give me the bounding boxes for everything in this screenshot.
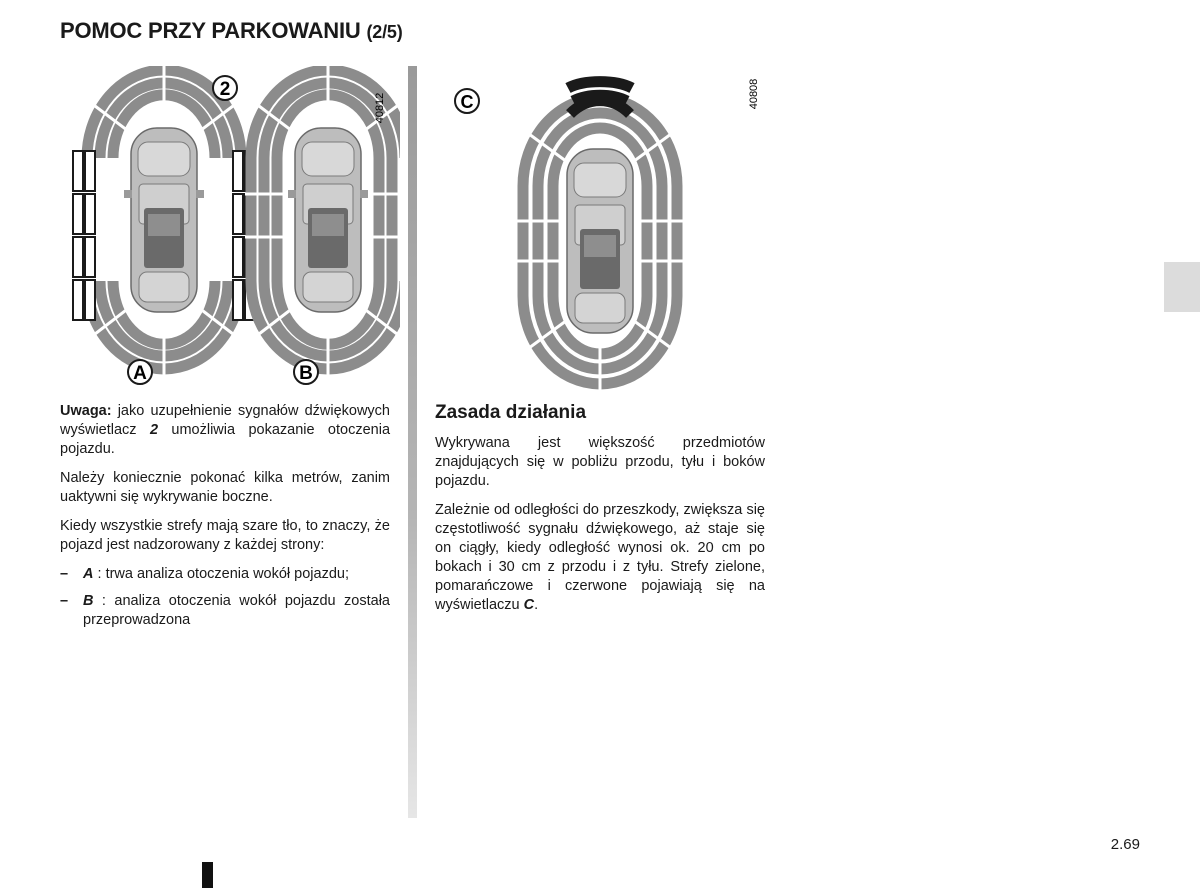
page-title bbox=[60, 18, 403, 44]
list-dash: – bbox=[60, 593, 69, 609]
title-text: POMOC PRZY PARKOWANIU bbox=[60, 18, 361, 43]
list-dash: – bbox=[60, 566, 69, 582]
car-icon-b bbox=[288, 128, 368, 312]
svg-text:C: C bbox=[460, 92, 474, 112]
note-paragraph bbox=[60, 402, 390, 459]
paragraph-detection: Wykrywana jest większość przedmiotów znajdujących się w pobliżu przodu, tyłu i boków pojazdu. bbox=[435, 435, 765, 489]
title-page-ref: (2/5) bbox=[366, 22, 403, 42]
note-label: Uwaga: bbox=[60, 403, 112, 419]
corner-mark bbox=[202, 862, 213, 888]
figure-display-c bbox=[445, 66, 775, 391]
paragraph-gray-zones: Kiedy wszystkie strefy mają szare tło, to znaczy, że pojazd jest nadzorowany z każdej strony: bbox=[60, 518, 390, 553]
page-number: 2.69 bbox=[1110, 836, 1140, 853]
column-divider bbox=[408, 66, 417, 818]
svg-text:A: A bbox=[133, 363, 147, 384]
section-heading: Zasada działania bbox=[435, 402, 587, 423]
car-icon-c bbox=[567, 149, 633, 333]
circle-label-a bbox=[128, 360, 152, 384]
figure-display-a-b bbox=[55, 66, 400, 391]
figure-code-right: 40808 bbox=[748, 78, 760, 110]
frequency-text: Zależnie od odległości do przeszkody, zwiększa się częstotliwość sygnału dźwiękowego, aż staje się on ciągły, kiedy odległość wynosi ok. 20 cm po bokach i 30 cm z przodu i z tyłu. Strefy zielone, pomarańczowe i czerwone pojawiają się na wyświetlaczu bbox=[435, 502, 765, 613]
note-text-b: umożliwia pokazanie otoczenia pojazdu. bbox=[60, 422, 391, 457]
right-column bbox=[435, 402, 765, 625]
list-text: : trwa analiza otoczenia wokół pojazdu; bbox=[93, 566, 349, 582]
note-text-a: jako uzupełnienie sygnałów dźwiękowych wyświetlacz bbox=[60, 403, 390, 438]
circle-label-c bbox=[455, 89, 479, 113]
car-icon-a bbox=[124, 128, 204, 312]
note-ref: 2 bbox=[149, 422, 159, 438]
chapter-tab bbox=[1164, 262, 1200, 312]
list-text: : analiza otoczenia wokół pojazdu została przeprowadzona bbox=[83, 593, 390, 628]
frequency-end: . bbox=[534, 597, 539, 613]
list-key: B bbox=[83, 593, 94, 609]
list-key: A bbox=[83, 566, 94, 582]
figure-code-left: 40812 bbox=[374, 92, 386, 124]
svg-text:2: 2 bbox=[219, 79, 231, 100]
left-column bbox=[60, 402, 390, 638]
circle-label-2 bbox=[213, 76, 237, 100]
list-item bbox=[60, 565, 390, 584]
paragraph-frequency bbox=[435, 501, 765, 615]
svg-text:B: B bbox=[299, 363, 313, 384]
list-item bbox=[60, 592, 390, 630]
status-list bbox=[60, 565, 390, 630]
circle-label-b bbox=[294, 360, 318, 384]
frequency-ref: C bbox=[523, 597, 535, 613]
paragraph-drive: Należy koniecznie pokonać kilka metrów, zanim uaktywni się wykrywanie boczne. bbox=[60, 470, 390, 505]
